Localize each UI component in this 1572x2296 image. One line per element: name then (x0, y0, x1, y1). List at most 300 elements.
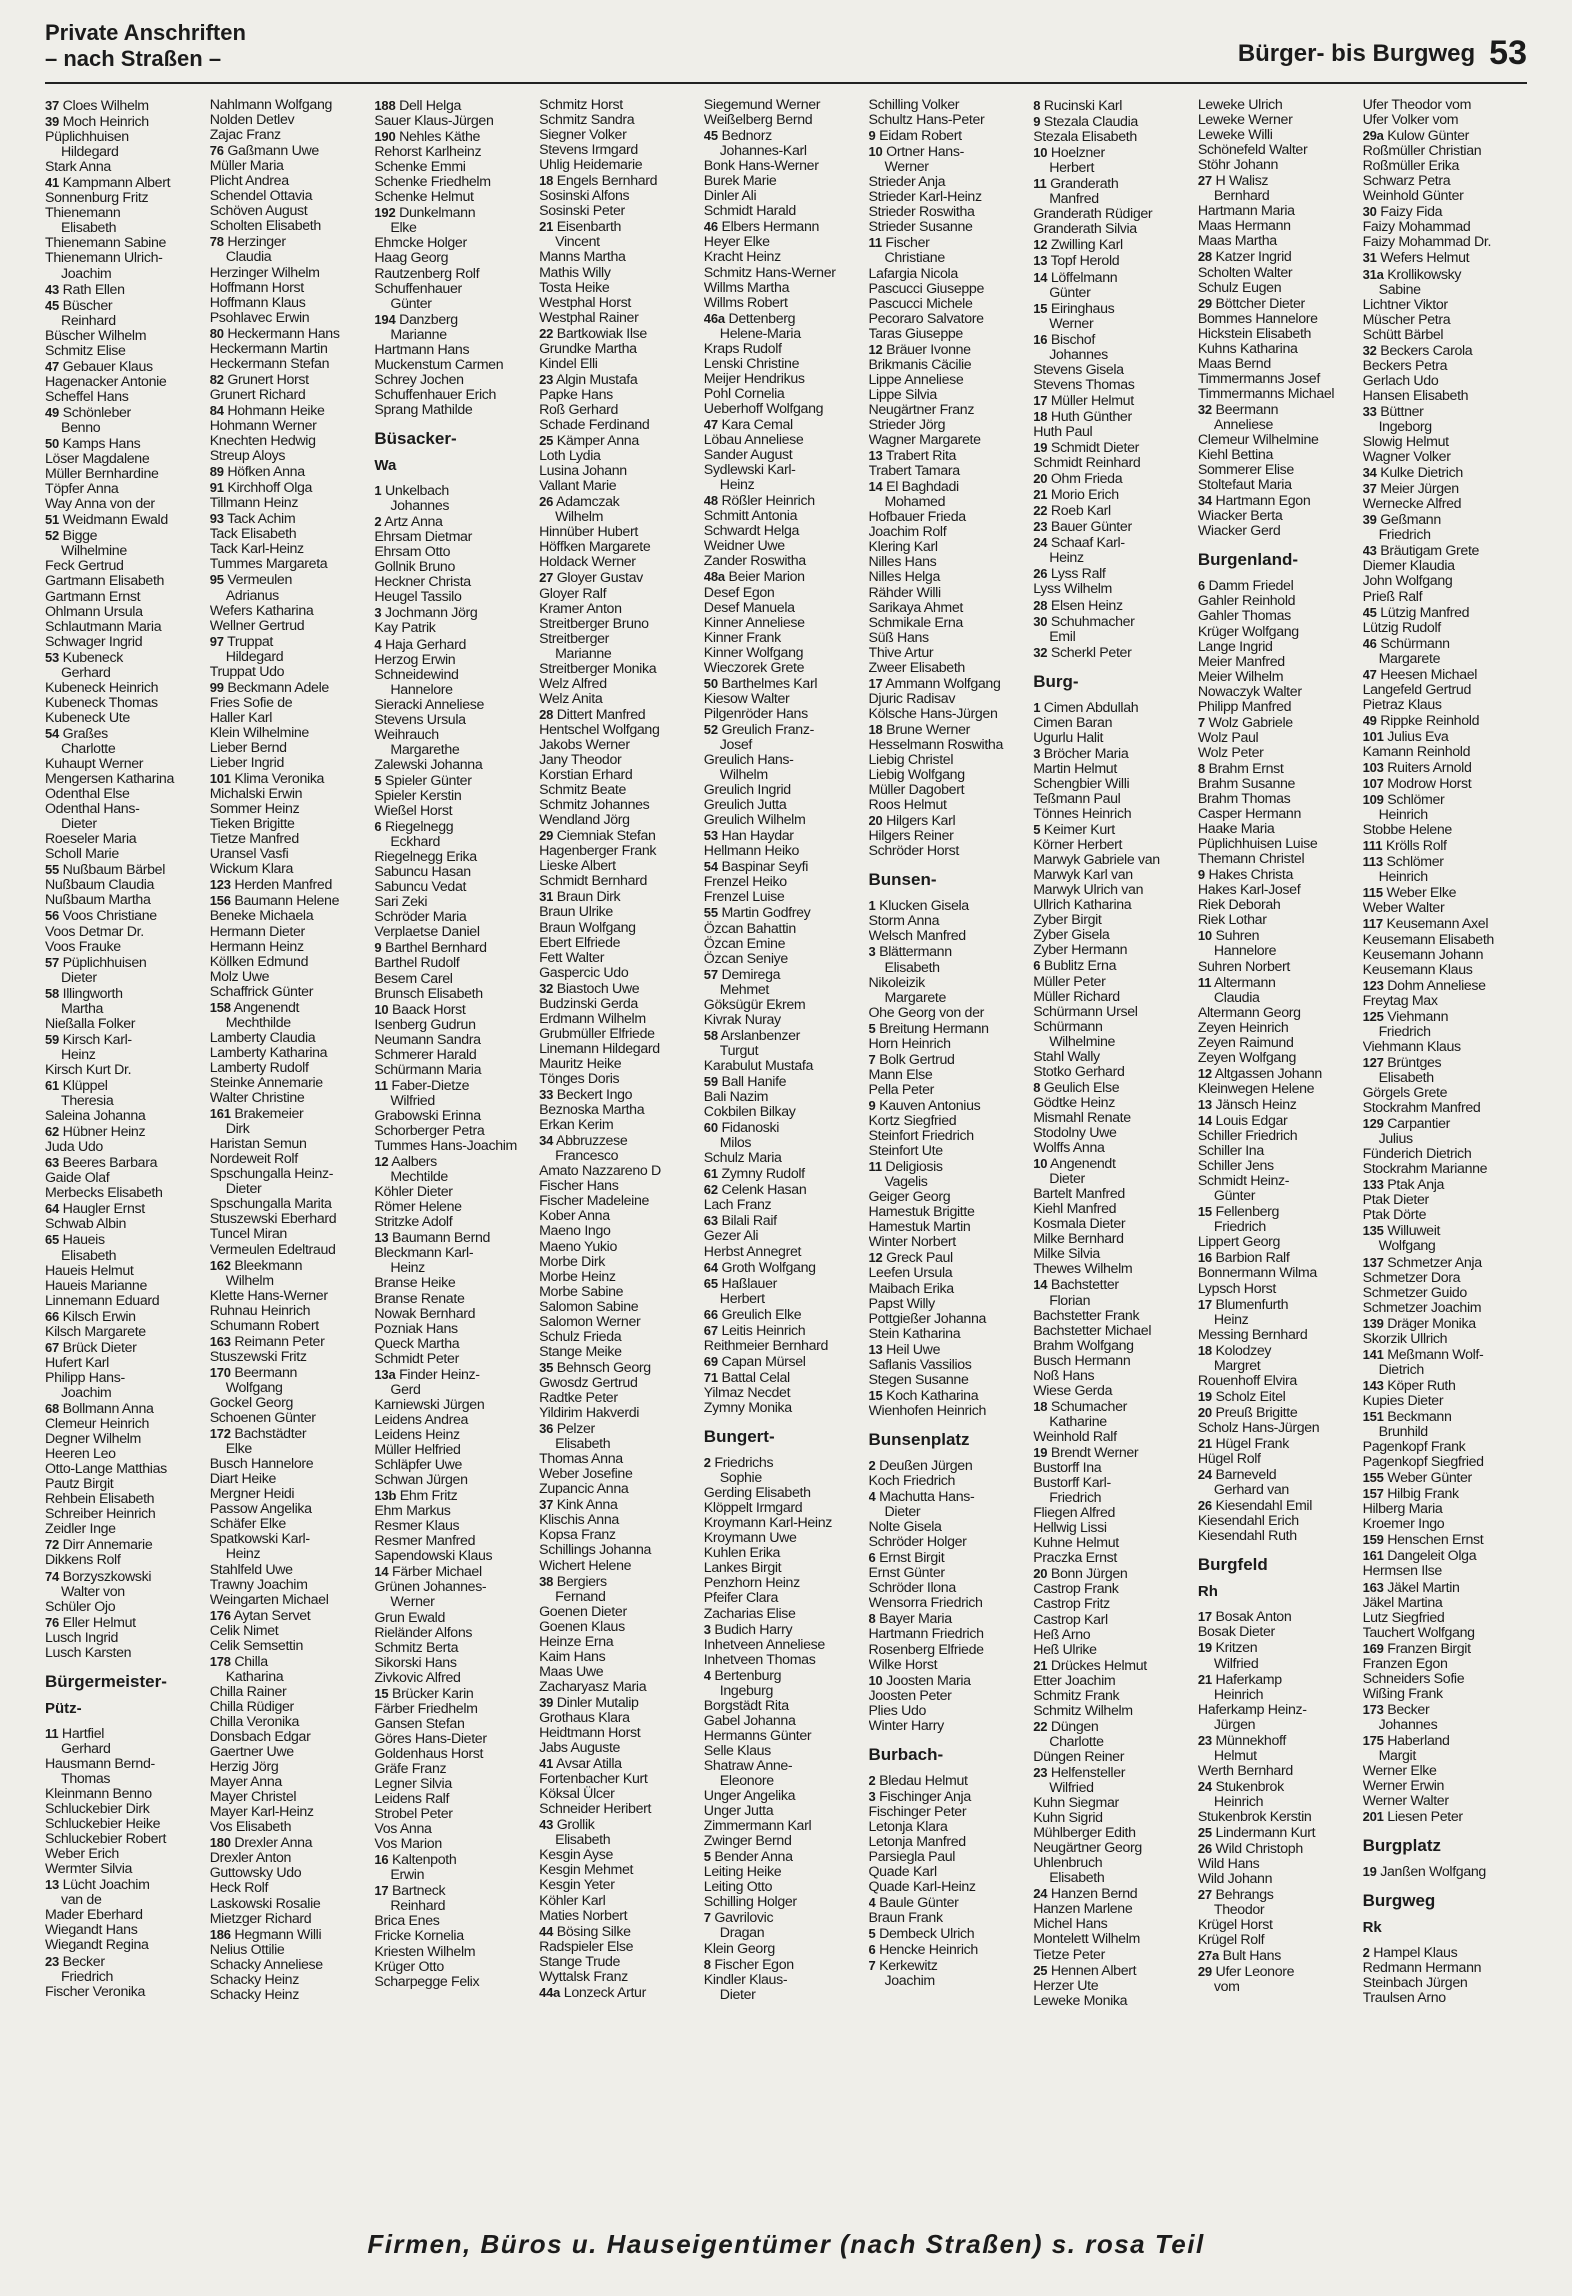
entry-continuation: Elisabeth (61, 220, 117, 237)
resident-entry: Kaim Hans (539, 1648, 606, 1665)
house-number: 84 (209, 402, 224, 418)
resident-entry: Pella Peter (868, 1081, 935, 1098)
house-number: 89 (209, 464, 224, 480)
resident-entry: 54 Graßes (45, 725, 108, 742)
resident-entry: Spieler Kerstin (374, 787, 462, 804)
resident-entry: Jakobs Werner (539, 736, 630, 753)
house-number: 29 (539, 828, 554, 844)
resident-entry: Ruhnau Heinrich (209, 1302, 311, 1319)
resident-entry: Herbst Annegret (703, 1243, 802, 1260)
house-number: 45 (45, 297, 60, 313)
resident-entry: 2 Artz Anna (374, 514, 443, 531)
resident-entry: Schürmann Ursel (1033, 1003, 1138, 1020)
resident-entry: Laskowski Rosalie (209, 1895, 321, 1912)
entry-continuation: Ingeburg (719, 1682, 774, 1699)
resident-entry: Tillmann Heinz (209, 495, 299, 512)
entry-continuation: Margret (1213, 1357, 1261, 1374)
resident-entry: Rosenberg Elfriede (868, 1641, 984, 1658)
house-number: 9 (868, 1097, 876, 1113)
resident-entry: Zymny Monika (703, 1399, 792, 1416)
resident-entry: Weber Erich (45, 1846, 119, 1863)
resident-entry: 63 Bilali Raif (703, 1213, 777, 1230)
resident-entry: Klein Georg (703, 1940, 775, 1957)
entry-continuation: Wilfried (390, 1092, 435, 1109)
resident-entry: 50 Barthelmes Karl (703, 675, 818, 692)
resident-entry: Sauer Klaus-Jürgen (374, 113, 494, 130)
resident-entry: Grabowski Erinna (374, 1107, 481, 1124)
resident-entry: 3 Jochmann Jörg (374, 605, 478, 622)
resident-entry: Stein Katharina (868, 1325, 961, 1342)
resident-entry: Hoffmann Horst (209, 279, 304, 296)
resident-entry: 5 Spieler Günter (374, 772, 472, 789)
entry-continuation: Benno (61, 419, 101, 436)
resident-entry: Lenski Christine (703, 355, 800, 372)
house-number: 48a (703, 569, 725, 585)
resident-entry: Wieczorek Grete (703, 659, 805, 676)
resident-entry: Tummes Margareta (209, 556, 328, 573)
resident-entry: 27a Bult Hans (1197, 1948, 1281, 1965)
house-number: 13 (868, 1341, 883, 1357)
resident-entry: Celik Nimet (209, 1622, 279, 1639)
resident-entry: 93 Tack Achim (209, 511, 296, 528)
resident-entry: Gezer Ali (703, 1228, 759, 1245)
resident-entry: Willms Robert (703, 294, 788, 311)
house-number: 37 (1362, 481, 1377, 497)
resident-entry: Karabulut Mustafa (703, 1057, 813, 1074)
house-number: 33 (1362, 403, 1377, 419)
resident-entry: Holdack Werner (539, 554, 636, 571)
house-number: 23 (45, 1953, 60, 1969)
resident-entry: Michalski Erwin (209, 786, 303, 803)
house-number: 127 (1362, 1054, 1384, 1070)
resident-entry: Kivrak Nuray (703, 1011, 781, 1028)
resident-entry: Truppat Udo (209, 663, 285, 680)
resident-entry: Sabuncu Vedat (374, 879, 467, 896)
resident-entry: Fries Sofie de (209, 694, 293, 711)
resident-entry: Schmitz Berta (374, 1639, 459, 1656)
resident-entry: Zeyen Raimund (1197, 1034, 1294, 1051)
entry-continuation: Heinz (225, 1546, 261, 1563)
house-number: 17 (868, 675, 883, 691)
resident-entry: Schmitz Wilhelm (1033, 1702, 1133, 1719)
house-number: 5 (1033, 822, 1041, 838)
resident-entry: Jany Theodor (539, 752, 622, 769)
resident-entry: 33 Beckert Ingo (539, 1087, 633, 1104)
entry-continuation: Werner (1049, 315, 1094, 332)
resident-entry: 56 Voos Christiane (45, 908, 157, 925)
resident-entry: Haake Maria (1197, 821, 1275, 838)
house-number: 1 (374, 483, 382, 499)
resident-entry: Thienemann Sabine (45, 235, 167, 252)
house-number: 13 (1033, 253, 1048, 269)
entry-continuation: Dirk (225, 1121, 250, 1138)
entry-continuation: Johannes (390, 498, 450, 515)
house-number: 11 (45, 1725, 59, 1741)
resident-entry: Redmann Hermann (1362, 1960, 1482, 1977)
resident-entry: 3 Blättermann (868, 944, 952, 961)
house-number: 13 (45, 1877, 60, 1893)
resident-entry: 19 Janßen Wolfgang (1362, 1864, 1486, 1881)
resident-entry: Schönefeld Walter (1197, 142, 1308, 159)
resident-entry: Brahm Wolfgang (1033, 1337, 1134, 1354)
house-number: 125 (1362, 1008, 1384, 1024)
house-number: 15 (868, 1387, 883, 1403)
resident-entry: Stezala Elisabeth (1033, 129, 1137, 146)
resident-entry: Leidens Heinz (374, 1426, 460, 1443)
entry-continuation: Turgut (719, 1042, 759, 1059)
entry-continuation: Hildegard (225, 648, 284, 665)
resident-entry: Kober Anna (539, 1208, 610, 1225)
resident-entry: Strieder Jörg (868, 416, 946, 433)
resident-entry: 12 Altgassen Johann (1197, 1065, 1322, 1082)
house-number: 21 (1033, 487, 1048, 503)
resident-entry: Yildirim Hakverdi (539, 1405, 640, 1422)
resident-entry: Heckner Christa (374, 574, 471, 591)
resident-entry: 11 Deligiosis (868, 1159, 943, 1176)
resident-entry: 13 Baumann Bernd (374, 1230, 491, 1247)
resident-entry: Dikkens Rolf (45, 1552, 121, 1569)
resident-entry: 11 Hartfiel (45, 1725, 105, 1742)
resident-entry: 66 Greulich Elke (703, 1306, 802, 1323)
resident-entry: 7 Bolk Gertrud (868, 1051, 955, 1068)
resident-entry: Pfeifer Clara (703, 1590, 779, 1607)
resident-entry: Wagner Volker (1362, 449, 1451, 466)
house-number: 32 (1033, 644, 1048, 660)
resident-entry: 4 Haja Gerhard (374, 636, 466, 653)
house-number: 15 (374, 1685, 389, 1701)
resident-entry: Schuffenhauer (374, 280, 462, 297)
house-number: 11 (868, 235, 882, 251)
resident-entry: Hansen Elisabeth (1362, 387, 1469, 404)
entry-continuation: Eleonore (719, 1773, 774, 1790)
entry-continuation: Katharine (1049, 1413, 1107, 1430)
directory-column (1198, 98, 1360, 2202)
resident-entry: Degner Wilhelm (45, 1431, 142, 1448)
street-postal-code: Wa (374, 456, 397, 474)
resident-entry: Hinnüber Hubert (539, 524, 638, 541)
house-number: 61 (703, 1166, 718, 1182)
house-number: 44 (539, 1923, 554, 1939)
house-number: 137 (1362, 1254, 1384, 1270)
resident-entry: Ullrich Katharina (1033, 897, 1132, 914)
resident-entry: Görgels Grete (1362, 1085, 1448, 1101)
resident-entry: Quade Karl (868, 1864, 937, 1881)
resident-entry: 175 Haberland (1362, 1732, 1450, 1749)
resident-entry: Themann Christel (1197, 851, 1305, 868)
street-heading: Burgplatz (1362, 1836, 1441, 1856)
resident-entry: 33 Büttner (1362, 403, 1424, 420)
house-number: 32 (1197, 401, 1212, 417)
resident-entry: Zimmermann Karl (703, 1818, 812, 1835)
resident-entry: Kuhn Sigrid (1033, 1810, 1103, 1827)
house-number: 7 (868, 1958, 876, 1974)
house-number: 6 (374, 819, 382, 835)
resident-entry: Müller Dagobert (868, 782, 965, 799)
resident-entry: Legner Silvia (374, 1776, 452, 1793)
house-number: 97 (209, 633, 224, 649)
resident-entry: Göres Hans-Dieter (374, 1730, 487, 1747)
entry-continuation: Elisabeth (1378, 1069, 1434, 1086)
resident-entry: 54 Baspinar Seyfi (703, 859, 809, 876)
resident-entry: 13a Finder Heinz- (374, 1366, 480, 1383)
resident-entry: Löbau Anneliese (703, 432, 804, 449)
resident-entry: Meier Wilhelm (1197, 668, 1284, 685)
resident-entry: Pottgießer Johanna (868, 1310, 987, 1327)
resident-entry: 25 Kämper Anna (539, 433, 639, 450)
resident-entry: 14 Louis Edgar (1197, 1113, 1288, 1129)
resident-entry: Schneiders Sofie (1362, 1670, 1465, 1687)
resident-entry: Rautzenberg Rolf (374, 265, 480, 282)
resident-entry: 10 Joosten Maria (868, 1672, 971, 1689)
resident-entry: 27 Behrangs (1197, 1887, 1274, 1904)
resident-entry: Schenke Friedhelm (374, 174, 491, 191)
resident-entry: 59 Kirsch Karl- (45, 1031, 132, 1048)
resident-entry: Trabert Tamara (868, 463, 960, 480)
house-number: 71 (703, 1369, 718, 1385)
resident-entry: Voos Detmar Dr. (45, 923, 144, 940)
resident-entry: 30 Schuhmacher (1033, 613, 1135, 630)
resident-entry: Stahl Wally (1033, 1048, 1100, 1065)
resident-entry: Plicht Andrea (209, 173, 289, 190)
house-number: 29 (1197, 1964, 1212, 1980)
resident-entry: Welsch Manfred (868, 928, 966, 945)
resident-entry: Püplichhuisen (45, 129, 129, 146)
resident-entry: Mader Eberhard (45, 1907, 143, 1924)
resident-entry: Ohe Georg von der (868, 1004, 985, 1021)
resident-entry: Stockrahm Marianne (1362, 1161, 1488, 1178)
resident-entry: Heinze Erna (539, 1633, 614, 1650)
resident-entry: 5 Breitung Hermann (868, 1020, 989, 1037)
resident-entry: 25 Lindermann Kurt (1197, 1825, 1316, 1842)
resident-entry: Faizy Mohammad Dr. (1362, 234, 1492, 251)
resident-entry: Greulich Hans- (703, 752, 794, 769)
resident-entry: Strieder Susanne (868, 219, 973, 236)
resident-entry: 46a Dettenberg (703, 310, 796, 327)
resident-entry: Traulsen Arno (1362, 1990, 1446, 2007)
house-number: 2 (868, 1772, 876, 1788)
resident-entry: 7 Wolz Gabriele (1197, 714, 1293, 731)
house-number: 158 (209, 999, 231, 1015)
entry-continuation: Mechtilde (390, 1169, 448, 1186)
resident-entry: 44 Bösing Silke (539, 1923, 631, 1940)
resident-entry: Haueis Marianne (45, 1277, 148, 1294)
resident-entry: Marwyk Ulrich van (1033, 882, 1144, 899)
resident-entry: 15 Fellenberg (1197, 1204, 1280, 1221)
resident-entry: 16 Barbion Ralf (1197, 1250, 1290, 1267)
house-number: 21 (1197, 1671, 1212, 1687)
resident-entry: Lyss Wilhelm (1033, 581, 1113, 598)
resident-entry: Müller Helfried (374, 1441, 461, 1458)
house-number: 14 (1033, 269, 1048, 285)
resident-entry: Schneider Heribert (539, 1801, 652, 1818)
resident-entry: Steinbach Jürgen (1362, 1975, 1468, 1992)
resident-entry: Schenke Helmut (374, 189, 474, 206)
house-number: 65 (45, 1232, 60, 1248)
resident-entry: Burek Marie (703, 173, 777, 190)
resident-entry: Pietraz Klaus (1362, 696, 1442, 713)
house-number: 9 (1197, 867, 1205, 883)
resident-entry: Weinhold Günter (1362, 188, 1464, 205)
entry-continuation: Joachim (61, 1384, 112, 1401)
house-number: 161 (209, 1106, 231, 1122)
resident-entry: Haristan Semun (209, 1136, 307, 1153)
resident-entry: Rehbein Elisabeth (45, 1491, 155, 1508)
resident-entry: Töpfer Anna (45, 481, 119, 498)
entry-continuation: Erwin (390, 1867, 425, 1884)
house-number: 25 (539, 433, 554, 449)
house-number: 43 (1362, 543, 1377, 559)
resident-entry: Pagenkopf Frank (1362, 1439, 1466, 1456)
resident-entry: 9 Stezala Claudia (1033, 114, 1138, 131)
house-number: 27a (1197, 1948, 1219, 1964)
house-number: 23 (539, 371, 554, 387)
resident-entry: Lafargia Nicola (868, 265, 958, 282)
entry-continuation: Dieter (884, 1504, 921, 1521)
resident-entry: Kinner Frank (703, 629, 781, 646)
entry-continuation: Theresia (61, 1093, 114, 1110)
header-title: Private Anschriften (45, 20, 246, 45)
resident-entry: 84 Hohmann Heike (209, 402, 325, 419)
resident-entry: Greulich Wilhelm (703, 812, 806, 829)
resident-entry: Steinfort Ute (868, 1143, 943, 1160)
resident-entry: 31 Wefers Helmut (1362, 250, 1470, 267)
resident-entry: 59 Ball Hanife (703, 1074, 787, 1090)
resident-entry: Fischer Madeleine (539, 1193, 650, 1210)
street-heading: Burgweg (1362, 1891, 1436, 1911)
house-number: 161 (1362, 1548, 1384, 1564)
house-number: 12 (868, 341, 883, 357)
resident-entry: Heß Arno (1033, 1626, 1091, 1643)
resident-entry: Brahm Thomas (1197, 791, 1291, 808)
house-number: 175 (1362, 1732, 1384, 1748)
resident-entry: Knechten Hedwig (209, 433, 316, 450)
house-number: 53 (45, 649, 60, 665)
resident-entry: Klischis Anna (539, 1512, 619, 1529)
resident-entry: Hartmann Hans (374, 341, 470, 358)
house-number: 31 (1362, 250, 1377, 266)
resident-entry: Düngen Reiner (1033, 1748, 1125, 1765)
resident-entry: Sosinski Peter (539, 203, 625, 220)
resident-entry: Kiesow Walter (703, 690, 790, 707)
house-number: 151 (1362, 1408, 1384, 1424)
resident-entry: 123 Herden Manfred (209, 877, 332, 894)
resident-entry: Schengbier Willi (1033, 775, 1130, 792)
resident-entry: Mayer Anna (209, 1774, 282, 1791)
resident-entry: Walter Christine (209, 1090, 305, 1107)
resident-entry: Juda Udo (45, 1139, 103, 1156)
resident-entry: Jabs Auguste (539, 1740, 621, 1757)
house-number: 57 (703, 966, 718, 982)
entry-continuation: Charlotte (1049, 1733, 1104, 1750)
house-number: 47 (45, 358, 60, 374)
directory-column (1363, 98, 1525, 2202)
house-number: 51 (45, 512, 60, 528)
house-number: 19 (1033, 1444, 1048, 1460)
entry-continuation: Heinrich (1213, 1686, 1264, 1703)
resident-entry: Faizy Mohammad (1362, 219, 1471, 236)
entry-continuation: Elisabeth (555, 1436, 611, 1453)
resident-entry: 37 Meier Jürgen (1362, 481, 1459, 498)
house-number: 66 (45, 1308, 60, 1324)
resident-entry: 127 Brüntges (1362, 1054, 1442, 1071)
resident-entry: 39 Moch Heinrich (45, 114, 149, 131)
resident-entry: Roeseler Maria (45, 831, 137, 848)
resident-entry: Bachstetter Frank (1033, 1307, 1140, 1324)
house-number: 3 (703, 1621, 711, 1637)
resident-entry: Maeno Ingo (539, 1223, 611, 1240)
resident-entry: Koch Friedrich (868, 1472, 956, 1489)
house-number: 129 (1362, 1116, 1384, 1132)
house-number: 12 (374, 1154, 389, 1170)
resident-entry: Beckers Petra (1362, 357, 1448, 374)
resident-entry: Leidens Ralf (374, 1791, 450, 1808)
house-number: 141 (1362, 1346, 1384, 1362)
house-number: 60 (703, 1120, 718, 1136)
resident-entry: Werth Bernhard (1197, 1762, 1293, 1779)
resident-entry: 64 Groth Wolfgang (703, 1259, 816, 1276)
resident-entry: 7 Gavrilovic (703, 1910, 774, 1927)
resident-entry: Meier Manfred (1197, 653, 1285, 670)
resident-entry: Otto-Lange Matthias (45, 1461, 167, 1478)
house-number: 91 (209, 480, 224, 496)
resident-entry: Klein Wilhelmine (209, 724, 309, 741)
resident-entry: 13 Topf Herold (1033, 253, 1120, 270)
resident-entry: Nordeweit Rolf (209, 1151, 298, 1168)
house-number: 8 (1033, 98, 1041, 113)
resident-entry: Wolz Paul (1197, 729, 1259, 746)
resident-entry: 35 Behnsch Georg (539, 1359, 651, 1376)
house-number: 115 (1362, 885, 1383, 901)
resident-entry: 180 Drexler Anna (209, 1835, 313, 1852)
resident-entry: Streitberger Monika (539, 660, 657, 677)
resident-entry: Schumann Robert (209, 1317, 319, 1334)
resident-entry: Etter Joachim (1033, 1672, 1116, 1689)
resident-entry: Spschungalla Heinz- (209, 1166, 334, 1183)
entry-continuation: Anneliese (1213, 416, 1274, 433)
resident-entry: Schröder Maria (374, 909, 467, 926)
house-number: 31a (1362, 266, 1384, 282)
entry-continuation: Margarete (884, 989, 947, 1006)
resident-entry: Sommerer Elise (1197, 462, 1294, 479)
house-number: 3 (1033, 745, 1041, 761)
resident-entry: 20 Ohm Frieda (1033, 471, 1123, 488)
entry-continuation: Johannes (1049, 346, 1108, 363)
resident-entry: Keusemann Klaus (1362, 961, 1473, 978)
house-number: 1 (868, 898, 876, 914)
resident-entry: Gerding Elisabeth (703, 1485, 811, 1502)
entry-continuation: Wilhelm (719, 767, 768, 784)
house-number: 23 (1033, 519, 1048, 535)
house-number: 5 (374, 772, 382, 788)
resident-entry: Brunsch Elisabeth (374, 985, 483, 1002)
entry-continuation: Charlotte (61, 740, 116, 757)
resident-entry: Mengersen Katharina (45, 771, 175, 788)
resident-entry: Grünen Johannes- (374, 1579, 487, 1596)
resident-entry: 2 Hampel Klaus (1362, 1945, 1458, 1962)
house-number: 93 (209, 511, 224, 527)
resident-entry: Marwyk Gabriele van (1033, 852, 1160, 869)
resident-entry: 30 Faizy Fida (1362, 204, 1443, 221)
entry-continuation: Herbert (1049, 160, 1095, 177)
resident-entry: Maibach Erika (868, 1280, 954, 1297)
resident-entry: Maas Martha (1197, 233, 1277, 250)
resident-entry: Ufer Volker vom (1362, 112, 1459, 129)
resident-entry: Stoltefaut Maria (1197, 477, 1292, 494)
house-number: 188 (374, 98, 396, 113)
resident-entry: Prieß Ralf (1362, 588, 1423, 605)
resident-entry: Krüger Wolfgang (1197, 623, 1299, 640)
resident-entry: Unger Angelika (703, 1788, 796, 1805)
